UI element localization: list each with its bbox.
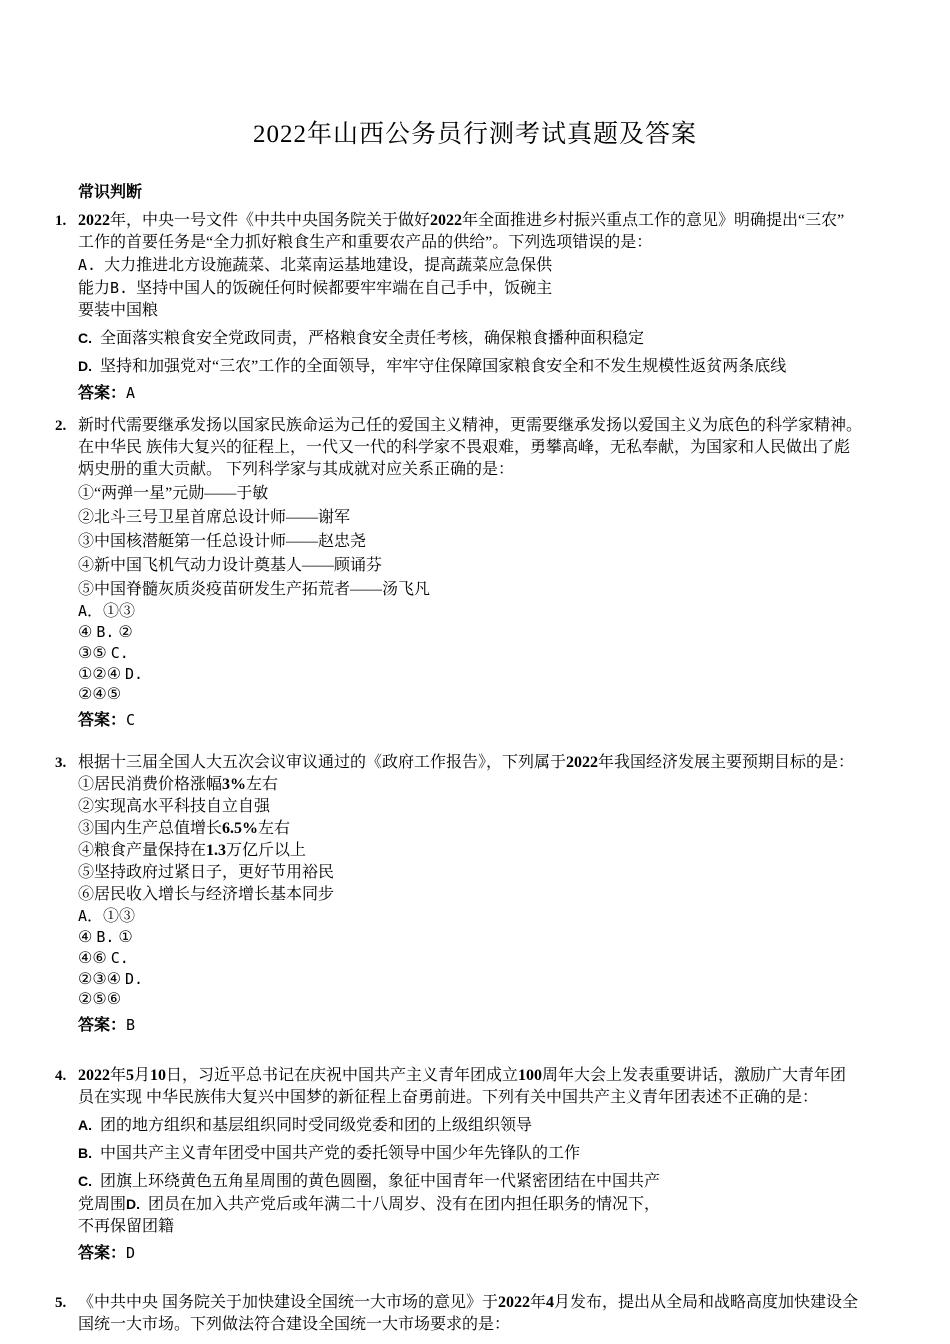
question-line (78, 277, 895, 300)
question-body (78, 1065, 895, 1265)
text-segment: 国统一大市场。下列做法符合建设全国统一大市场要求的是： (78, 1316, 511, 1333)
text-segment: 2022 (78, 1067, 110, 1084)
text-segment: 《中共中央 国务院关于加快建设全国统一大市场的意见》于 (78, 1294, 499, 1311)
answer-label: 答案： (78, 385, 127, 402)
answer-line (78, 1242, 895, 1265)
question-line (78, 752, 895, 774)
text-segment: 2022 (430, 212, 463, 229)
question-line (78, 927, 895, 948)
question-line (78, 906, 895, 927)
text-segment: 全面落实粮食安全党政同责，严格粮食安全责任考核，确保粮食播种面积稳定 (92, 330, 645, 347)
answer-line (78, 709, 895, 732)
text-segment: 员在实现 中华民族伟大复兴中国梦的新征程上奋勇前进。下列有关中国共产主义青年团表述不正确的是： (78, 1089, 819, 1106)
question-line (78, 1114, 895, 1137)
question-number: 5. (55, 1295, 67, 1311)
text-segment: 左右 (246, 776, 279, 793)
text-segment: 5 (126, 1067, 135, 1084)
question-line (78, 1170, 895, 1193)
question-line (78, 437, 895, 459)
question-line (78, 796, 895, 818)
text-segment: 年全面推进乡村振兴重点工作的意见》明确提出“三农” (462, 212, 845, 229)
text-segment: 年 (530, 1294, 547, 1311)
text-segment: 不再保留团籍 (78, 1218, 175, 1235)
question-line (78, 1216, 895, 1238)
text-segment: 年我国经济发展主要预期目标的是： (598, 754, 855, 771)
question-line (78, 232, 895, 254)
text-segment: 日，习近平总书记在庆祝中国共产主义青年团成立 (166, 1067, 519, 1084)
question-line (78, 818, 895, 840)
text-segment: ①“两弹一星”元勋——于敏 (78, 485, 269, 502)
text-segment: ．①③ (87, 908, 136, 925)
question-line (78, 685, 895, 705)
text-segment: 坚持中国人的饭碗任何时候都要牢牢端在自己手中，饭碗主 (128, 280, 553, 297)
text-segment: A. (78, 256, 97, 274)
question-line (78, 862, 895, 884)
question-line (78, 840, 895, 862)
text-segment: 10 (150, 1067, 167, 1084)
answer-value: C (126, 711, 136, 729)
text-segment: 要装中国粮 (78, 302, 159, 319)
page-title: 2022年山西公务员行测考试真题及答案 (252, 121, 697, 148)
question-line (78, 555, 895, 577)
question-block (55, 210, 895, 405)
answer-line (78, 382, 895, 405)
text-segment: 坚持和加强党对“三农”工作的全面领导，牢牢守住保障国家粮食安全和不发生规模性返贫两条底线 (92, 358, 787, 375)
text-segment: D. (78, 358, 92, 374)
question-number: 2. (55, 418, 67, 434)
text-segment: ③国内生产总值增长 (78, 820, 223, 837)
text-segment: 左右 (258, 820, 291, 837)
question-line (78, 1314, 895, 1336)
text-segment: B. (110, 279, 129, 297)
text-segment: A. (78, 1117, 92, 1133)
question-line (78, 507, 895, 529)
text-segment: D. (126, 1196, 141, 1212)
question-block (55, 1065, 895, 1265)
question-line (78, 254, 895, 277)
question-line (78, 415, 895, 437)
text-segment: 年 (110, 1067, 127, 1084)
text-segment: ②④⑤ (78, 686, 122, 703)
text-segment: ① (114, 929, 133, 946)
question-line (78, 1292, 895, 1314)
question-line (78, 774, 895, 796)
question-line (78, 1193, 895, 1216)
text-segment: ⑤坚持政府过紧日子，更好节用裕民 (78, 864, 335, 881)
text-segment: 4 (546, 1294, 555, 1311)
answer-line (78, 1014, 895, 1037)
text-segment: 中国共产主义青年团受中国共产党的委托领导中国少年先锋队的工作 (92, 1145, 581, 1162)
question-body (78, 752, 895, 1037)
text-segment: 年，中央一号文件《中共中央国务院关于做好 (110, 212, 431, 229)
question-block (55, 752, 895, 1037)
question-body (78, 210, 895, 405)
text-segment: 月 (134, 1067, 151, 1084)
question-line (78, 601, 895, 622)
question-line (78, 459, 895, 481)
question-line (78, 483, 895, 505)
text-segment: 2022 (78, 212, 110, 229)
question-line (78, 664, 895, 685)
text-segment: ②⑤⑥ (78, 991, 122, 1008)
answer-label: 答案： (78, 1017, 127, 1034)
text-segment: ④⑥ (78, 950, 111, 967)
text-segment: ④粮食产量保持在 (78, 842, 207, 859)
text-segment: ①居民消费价格涨幅 (78, 776, 223, 793)
questions-list (55, 210, 895, 1336)
text-segment: C. (110, 949, 129, 967)
text-segment: ①②④ (78, 666, 126, 683)
question-line (78, 300, 895, 322)
text-segment: 3% (222, 776, 247, 793)
text-segment: 团旗上环绕黄色五角星周围的黄色圆圈，象征中国青年一代紧密团结在中国共产 (92, 1173, 661, 1190)
question-body (78, 1292, 895, 1336)
text-segment: ④ (78, 624, 97, 641)
question-line (78, 355, 895, 378)
question-line (78, 948, 895, 969)
text-segment: 党周围 (78, 1196, 127, 1213)
text-segment: ②实现高水平科技自立自强 (78, 798, 271, 815)
question-line (78, 1142, 895, 1165)
text-segment: ④新中国飞机气动力设计奠基人——顾诵芬 (78, 557, 383, 574)
question-line (78, 990, 895, 1010)
text-segment: 工作的首要任务是“全力抓好粮食生产和重要农产品的供给”。下列选项错误的是： (78, 234, 653, 251)
question-line (78, 579, 895, 601)
answer-label: 答案： (78, 1245, 127, 1262)
text-segment: ③⑤ (78, 645, 111, 662)
text-segment: B. (96, 623, 115, 641)
text-segment: 团的地方组织和基层组织同时受同级党委和团的上级组织领导 (92, 1117, 533, 1134)
text-segment: ②北斗三号卫星首席总设计师——谢军 (78, 509, 351, 526)
question-line (78, 622, 895, 643)
text-segment: 新时代需要继承发扬以国家民族命运为己任的爱国主义精神，更需要继承发扬以爱国主义为底色的科学家精神。 (78, 417, 863, 434)
question-line (78, 884, 895, 906)
question-number: 4. (55, 1068, 67, 1084)
question-number: 1. (55, 213, 67, 229)
text-segment: 炳史册的重大贡献。 下列科学家与其成就对应关系正确的是： (78, 461, 515, 478)
text-segment: 月发布，提出从全局和战略高度加快建设全 (554, 1294, 859, 1311)
text-segment: D. (125, 665, 144, 683)
text-segment: ．①③ (87, 603, 136, 620)
text-segment: 根据十三届全国人大五次会议审议通过的《政府工作报告》，下列属于 (78, 754, 567, 771)
text-segment: C. (78, 1173, 92, 1189)
section-header: 常识判断 (78, 184, 143, 201)
text-segment: C. (78, 330, 92, 346)
text-segment: 1.3 (206, 842, 227, 859)
question-line (78, 969, 895, 990)
text-segment: 团员在加入共产党后或年满二十八周岁、没有在团内担任职务的情况下， (140, 1196, 661, 1213)
question-line (78, 531, 895, 553)
question-line (78, 1065, 895, 1087)
question-line (78, 1087, 895, 1109)
text-segment: A (78, 602, 88, 620)
question-line (78, 327, 895, 350)
question-line (78, 643, 895, 664)
text-segment: 大力推进北方设施蔬菜、北菜南运基地建设，提高蔬菜应急保供 (96, 257, 553, 274)
text-segment: D. (125, 970, 144, 988)
text-segment: 100 (518, 1067, 543, 1084)
text-segment: ⑥居民收入增长与经济增长基本同步 (78, 886, 335, 903)
question-number: 3. (55, 755, 67, 771)
answer-value: D (126, 1244, 136, 1262)
text-segment: B. (96, 928, 115, 946)
text-segment: B. (78, 1145, 92, 1161)
question-block (55, 415, 895, 732)
text-segment: ②③④ (78, 971, 126, 988)
text-segment: ③中国核潜艇第一任总设计师——赵忠尧 (78, 533, 367, 550)
answer-value: B (126, 1016, 136, 1034)
text-segment: 在中华民 族伟大复兴的征程上，一代又一代的科学家不畏艰难，勇攀高峰，无私奉献，为国家和人民做出了彪 (78, 439, 851, 456)
text-segment: ⑤中国脊髓灰质炎疫苗研发生产拓荒者——汤飞凡 (78, 581, 431, 598)
text-segment: 2022 (498, 1294, 531, 1311)
text-segment: 万亿斤以上 (226, 842, 307, 859)
text-segment: 2022 (566, 754, 599, 771)
question-block (55, 1292, 895, 1336)
text-segment: 能力 (78, 280, 111, 297)
text-segment: 周年大会上发表重要讲话，激励广大青年团 (542, 1067, 847, 1084)
answer-value: A (126, 384, 136, 402)
text-segment: A (78, 907, 88, 925)
text-segment: ② (114, 624, 133, 641)
text-segment: C. (110, 644, 129, 662)
question-line (78, 210, 895, 232)
text-segment: 6.5% (222, 820, 259, 837)
text-segment: ④ (78, 929, 97, 946)
answer-label: 答案： (78, 712, 127, 729)
question-body (78, 415, 895, 732)
